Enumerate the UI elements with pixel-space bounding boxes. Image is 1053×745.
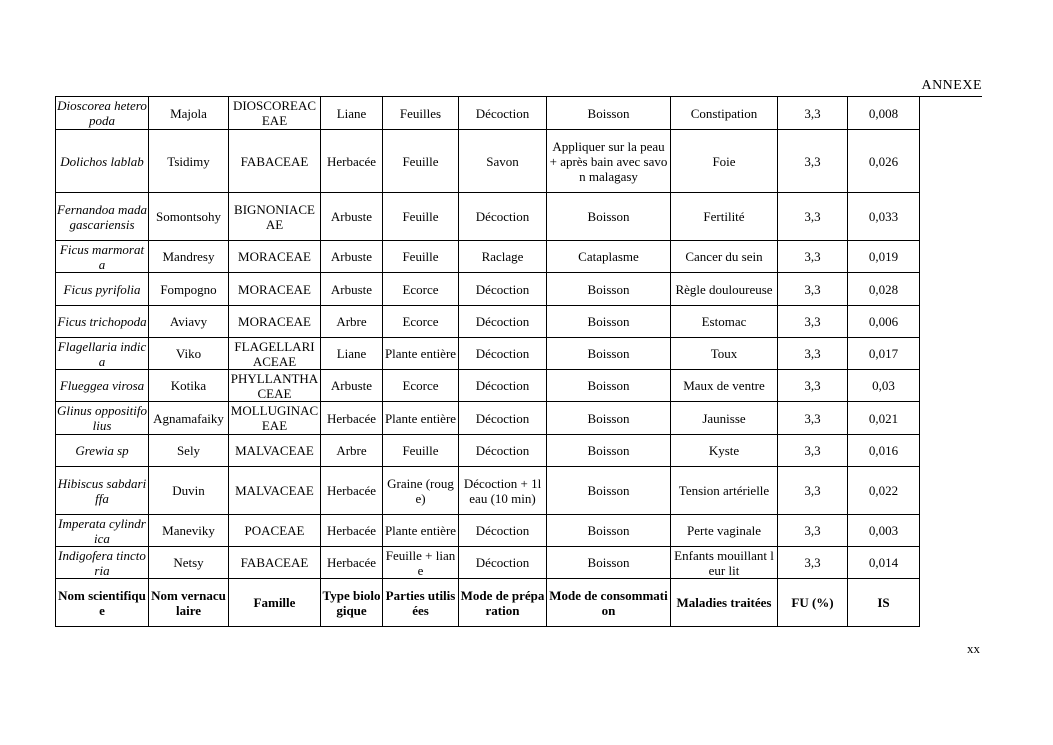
table-row [56,97,920,130]
fu-percent-cell: 3,3 [778,547,848,579]
fu-percent-cell: 3,3 [778,402,848,435]
preparation-mode-cell: Décoction [459,97,547,130]
biological-type-cell: Arbre [321,306,383,338]
scientific-name-cell: Flueggea virosa [56,370,149,402]
fu-percent-cell: 3,3 [778,97,848,130]
table-row [56,515,920,547]
vernacular-name-cell: Majola [149,97,229,130]
vernacular-name-cell: Somontsohy [149,193,229,241]
parts-used-cell: Feuille [383,241,459,273]
treated-diseases-cell: Kyste [671,435,778,467]
fu-percent-cell: 3,3 [778,515,848,547]
parts-used-cell: Feuilles [383,97,459,130]
fu-percent-cell: 3,3 [778,241,848,273]
consumption-mode-cell: Boisson [547,97,671,130]
column-header-is-index: IS [848,579,920,627]
scientific-name-cell: Flagellaria indica [56,338,149,370]
column-header-fu-percent: FU (%) [778,579,848,627]
treated-diseases-cell: Estomac [671,306,778,338]
is-index-cell: 0,026 [848,130,920,193]
column-header-consumption-mode: Mode de consommation [547,579,671,627]
vernacular-name-cell: Viko [149,338,229,370]
scientific-name-cell: Glinus oppositifolius [57,403,147,433]
family-cell: MALVACEAE [229,467,321,515]
biological-type-cell: Herbacée [321,130,383,193]
preparation-mode-cell: Décoction [459,306,547,338]
vernacular-name-cell: Duvin [149,467,229,515]
parts-used-cell: Ecorce [383,273,459,306]
table-row [56,338,920,370]
is-index-cell: 0,016 [848,435,920,467]
biological-type-cell: Herbacée [321,402,383,435]
table-row [56,130,920,193]
family-cell: POACEAE [229,515,321,547]
biological-type-cell: Liane [321,338,383,370]
biological-type-cell: Herbacée [321,547,383,579]
parts-used-cell: Feuille [383,130,459,193]
is-index-cell: 0,033 [848,193,920,241]
parts-used-cell: Plante entière [383,402,459,435]
consumption-mode-cell: Boisson [547,402,671,435]
table-row [56,193,920,241]
parts-used-cell: Ecorce [383,370,459,402]
table-row [56,547,920,579]
is-index-cell: 0,028 [848,273,920,306]
preparation-mode-cell: Décoction [459,547,547,579]
column-header-preparation-mode: Mode de préparation [459,579,547,627]
preparation-mode-cell: Décoction [459,273,547,306]
page-number: xx [967,641,980,656]
preparation-mode-cell: Savon [459,130,547,193]
table-row [56,370,920,402]
header-rule [918,96,982,97]
biological-type-cell: Liane [321,97,383,130]
vernacular-name-cell: Tsidimy [149,130,229,193]
is-index-cell: 0,021 [848,402,920,435]
consumption-mode-cell: Boisson [547,306,671,338]
table-row [56,402,920,435]
parts-used-cell: Plante entière [383,515,459,547]
treated-diseases-cell: Règle douloureuse [671,273,778,306]
is-index-cell: 0,006 [848,306,920,338]
is-index-cell: 0,022 [848,467,920,515]
vernacular-name-cell: Maneviky [149,515,229,547]
scientific-name-cell: Hibiscus sabdariffa [56,467,149,515]
medicinal-plants-table [55,96,920,627]
consumption-mode-cell: Boisson [547,547,671,579]
biological-type-cell: Herbacée [321,467,383,515]
preparation-mode-cell: Décoction + 1l eau (10 min) [459,467,547,515]
fu-percent-cell: 3,3 [778,273,848,306]
family-cell: FABACEAE [229,547,321,579]
scientific-name-cell: Fernandoa madagascariensis [56,193,149,241]
fu-percent-cell: 3,3 [778,338,848,370]
biological-type-cell: Arbuste [321,273,383,306]
fu-percent-cell: 3,3 [778,130,848,193]
consumption-mode-cell: Boisson [547,515,671,547]
vernacular-name-cell: Sely [149,435,229,467]
vernacular-name-cell: Fompogno [149,273,229,306]
table-row [56,306,920,338]
column-header-scientific-name: Nom scientifique [56,579,149,627]
is-index-cell: 0,008 [848,97,920,130]
treated-diseases-cell: Maux de ventre [671,370,778,402]
parts-used-cell: Ecorce [383,306,459,338]
preparation-mode-cell: Raclage [459,241,547,273]
page-header-title: ANNEXE [921,78,982,93]
scientific-name-cell: Ficus marmorata [56,241,149,273]
family-cell: MOLLUGINACEAE [229,402,321,435]
consumption-mode-cell: Boisson [547,370,671,402]
consumption-mode-cell: Boisson [547,193,671,241]
vernacular-name-cell: Netsy [149,547,229,579]
parts-used-cell: Plante entière [383,338,459,370]
fu-percent-cell: 3,3 [778,435,848,467]
family-cell: MORACEAE [229,273,321,306]
scientific-name-cell: Indigofera tinctoria [56,547,149,579]
vernacular-name-cell: Agnamafaiky [149,402,229,435]
column-header-vernacular-name: Nom vernaculaire [149,579,229,627]
family-cell: BIGNONIACEAE [229,193,321,241]
scientific-name-cell: Ficus trichopoda [56,306,149,338]
family-cell: DIOSCOREACEAE [229,97,321,130]
table-row [56,435,920,467]
fu-percent-cell: 3,3 [778,467,848,515]
biological-type-cell: Arbre [321,435,383,467]
vernacular-name-cell: Mandresy [149,241,229,273]
parts-used-cell: Feuille [383,435,459,467]
scientific-name-cell: Imperata cylindrica [56,515,149,547]
family-cell: MORACEAE [229,241,321,273]
scientific-name-cell: Grewia sp [56,435,149,467]
preparation-mode-cell: Décoction [459,402,547,435]
parts-used-cell: Feuille + liane [383,547,459,579]
treated-diseases-cell: Cancer du sein [671,241,778,273]
family-cell: FLAGELLARIACEAE [229,338,321,370]
preparation-mode-cell: Décoction [459,338,547,370]
column-header-row [56,579,920,627]
biological-type-cell: Arbuste [321,370,383,402]
vernacular-name-cell: Kotika [149,370,229,402]
consumption-mode-cell: Boisson [547,338,671,370]
treated-diseases-cell: Enfants mouillant leur lit [671,547,778,579]
consumption-mode-cell: Boisson [547,435,671,467]
column-header-treated-diseases: Maladies traitées [671,579,778,627]
is-index-cell: 0,003 [848,515,920,547]
preparation-mode-cell: Décoction [459,515,547,547]
fu-percent-cell: 3,3 [778,370,848,402]
consumption-mode-cell: Cataplasme [547,241,671,273]
consumption-mode-cell: Boisson [547,273,671,306]
scientific-name-cell: Ficus pyrifolia [56,273,149,306]
family-cell: MALVACEAE [229,435,321,467]
fu-percent-cell: 3,3 [778,306,848,338]
column-header-parts-used: Parties utilisées [383,579,459,627]
preparation-mode-cell: Décoction [459,370,547,402]
family-cell: FABACEAE [229,130,321,193]
table-row [56,467,920,515]
treated-diseases-cell: Foie [671,130,778,193]
family-cell: PHYLLANTHACEAE [229,370,321,402]
preparation-mode-cell: Décoction [459,435,547,467]
is-index-cell: 0,019 [848,241,920,273]
column-header-family: Famille [229,579,321,627]
biological-type-cell: Herbacée [321,515,383,547]
table-row [56,273,920,306]
treated-diseases-cell: Fertilité [671,193,778,241]
treated-diseases-cell: Perte vaginale [671,515,778,547]
column-header-biological-type: Type biologique [321,579,383,627]
preparation-mode-cell: Décoction [459,193,547,241]
biological-type-cell: Arbuste [321,241,383,273]
consumption-mode-cell: Boisson [547,467,671,515]
treated-diseases-cell: Tension artérielle [671,467,778,515]
is-index-cell: 0,014 [848,547,920,579]
fu-percent-cell: 3,3 [778,193,848,241]
biological-type-cell: Arbuste [321,193,383,241]
is-index-cell: 0,017 [848,338,920,370]
treated-diseases-cell: Toux [671,338,778,370]
treated-diseases-cell: Constipation [671,97,778,130]
is-index-cell: 0,03 [848,370,920,402]
table-row [56,241,920,273]
family-cell: MORACEAE [229,306,321,338]
treated-diseases-cell: Jaunisse [671,402,778,435]
consumption-mode-cell: Appliquer sur la peau + après bain avec savon malagasy [547,130,671,193]
parts-used-cell: Feuille [383,193,459,241]
vernacular-name-cell: Aviavy [149,306,229,338]
scientific-name-cell: Dioscorea heteropoda [57,98,147,128]
parts-used-cell: Graine (rouge) [383,467,459,515]
scientific-name-cell: Dolichos lablab [56,130,149,193]
